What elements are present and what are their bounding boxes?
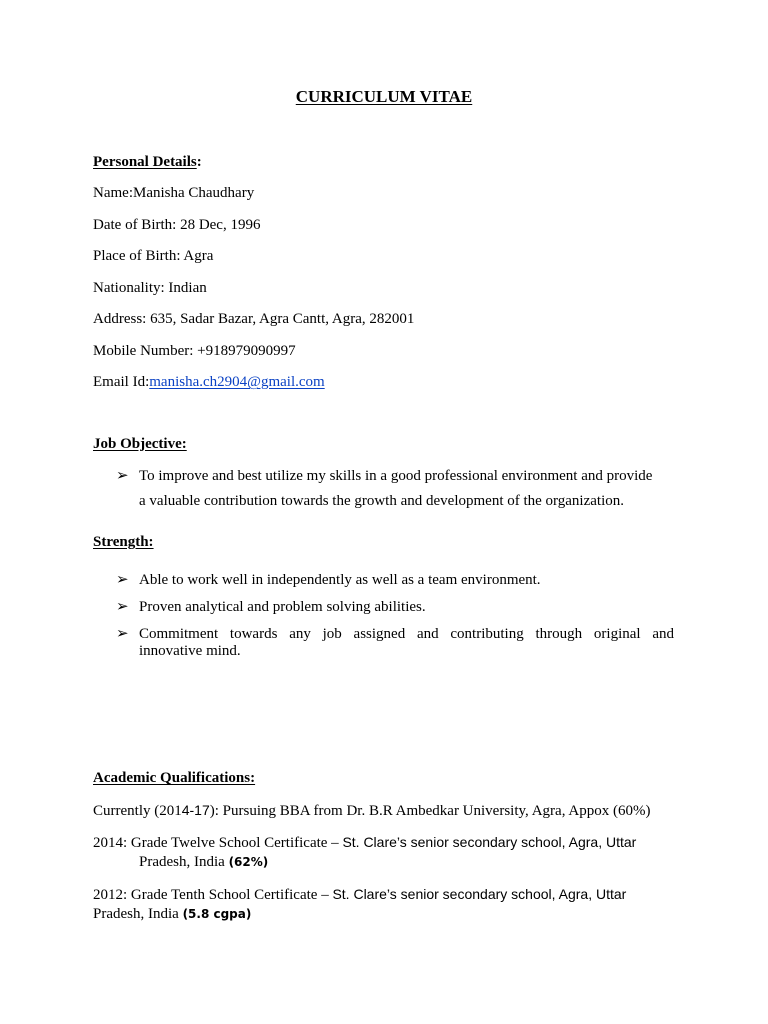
strength-item-3-line-2: innovative mind. <box>139 643 241 659</box>
qualification-2-line-2: Pradesh, India (62%) <box>139 854 269 870</box>
objective-line-2: a valuable contribution towards the growth and development of the organization. <box>139 493 625 509</box>
nationality-line: Nationality: Indian <box>93 280 207 296</box>
bullet-icon: ➢ <box>116 626 129 642</box>
mobile-line: Mobile Number: +918979090997 <box>93 343 296 359</box>
strength-heading: Strength: <box>93 534 154 550</box>
bullet-icon: ➢ <box>116 599 129 615</box>
qualification-1: Currently (2014-17): Pursuing BBA from Dr. B.R Ambedkar University, Agra, Appox (60%) <box>93 802 651 819</box>
personal-details-heading: Personal Details: <box>93 154 202 170</box>
strength-item-2: Proven analytical and problem solving abilities. <box>139 599 426 615</box>
dob-line: Date of Birth: 28 Dec, 1996 <box>93 217 261 233</box>
bullet-icon: ➢ <box>116 572 129 588</box>
strength-item-3-line-1: Commitment towards any job assigned and contributing through original and <box>139 626 674 642</box>
qualification-2-line-1: 2014: Grade Twelve School Certificate – St. Clare’s senior secondary school, Agra, Uttar <box>93 834 637 851</box>
qualification-3-line-2: Pradesh, India (5.8 cgpa) <box>93 906 252 922</box>
email-link[interactable]: manisha.ch2904@gmail.com <box>149 374 325 390</box>
pob-line: Place of Birth: Agra <box>93 248 214 264</box>
qualification-3-line-1: 2012: Grade Tenth School Certificate – St. Clare’s senior secondary school, Agra, Uttar <box>93 886 627 903</box>
strength-item-1: Able to work well in independently as well as a team environment. <box>139 572 541 588</box>
address-line: Address: 635, Sadar Bazar, Agra Cantt, Agra, 282001 <box>93 311 415 327</box>
job-objective-heading: Job Objective: <box>93 436 187 452</box>
page-title: CURRICULUM VITAE <box>295 87 473 106</box>
academic-heading: Academic Qualifications: <box>93 770 256 786</box>
name-line: Name:Manisha Chaudhary <box>93 185 255 201</box>
objective-line-1: To improve and best utilize my skills in a good professional environment and provide <box>139 468 653 484</box>
bullet-icon: ➢ <box>116 468 129 484</box>
email-line: Email Id:manisha.ch2904@gmail.com <box>93 374 325 390</box>
